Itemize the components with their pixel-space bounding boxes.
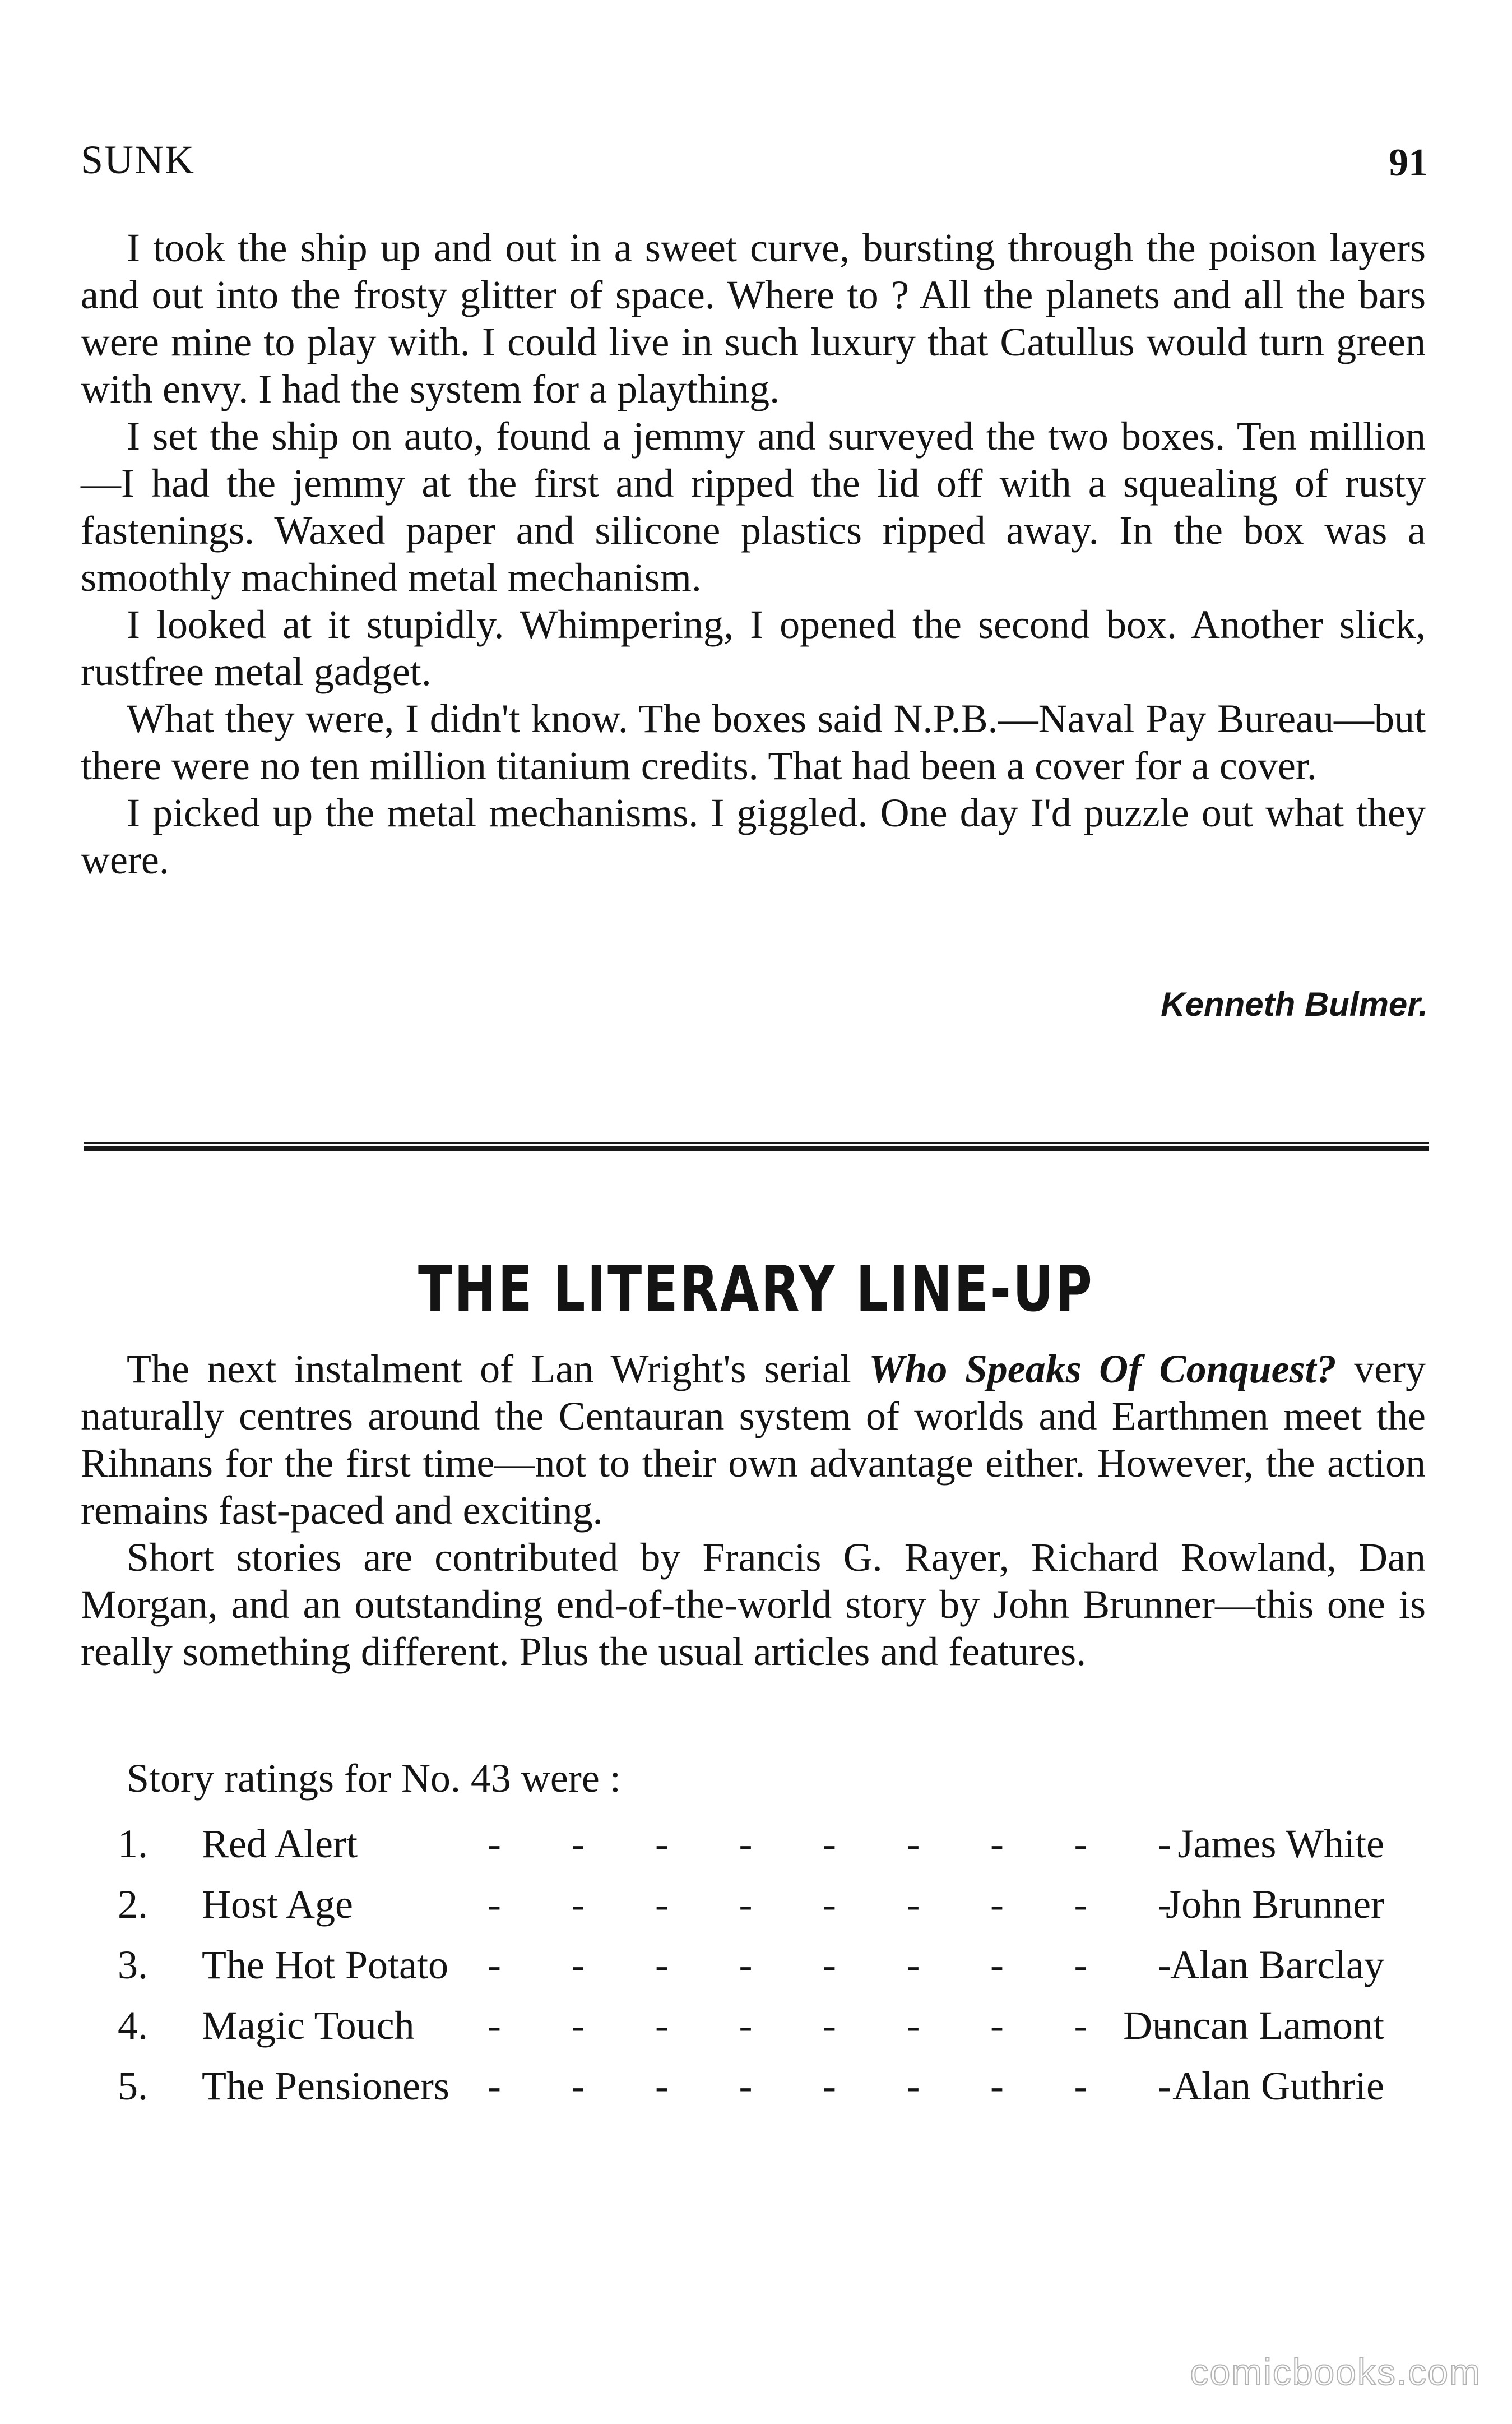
section-divider-thick: [84, 1146, 1429, 1151]
story-paragraph: I picked up the metal mechanisms. I giggled. One day I'd puzzle out what they were.: [81, 790, 1426, 882]
author-byline: Kenneth Bulmer.: [1161, 986, 1428, 1023]
lineup-paragraph: [81, 1345, 1426, 1534]
story-text: [81, 224, 1426, 883]
rating-story-title: Red Alert: [202, 1821, 358, 1866]
lineup-text-start: The next instalment of Lan Wright's serial: [127, 1347, 869, 1391]
story-paragraph: I set the ship on auto, found a jemmy and surveyed the two boxes. Ten million—I had the jemmy at the first and ripped the lid off with a squealing of rusty fastenings. Waxed paper and silicone plastics ripped away. In the box was a smoothly machined metal mechanism.: [81, 414, 1426, 600]
rating-story-title: Magic Touch: [202, 2003, 415, 2048]
rating-rank: 2.: [118, 1882, 148, 1927]
ratings-list: [118, 1814, 1384, 2116]
rating-row: [118, 1935, 1384, 1995]
running-head-title: SUNK: [81, 137, 196, 182]
rating-rank: 3.: [118, 1942, 148, 1987]
rating-rank: 5.: [118, 2064, 148, 2108]
lineup-text: [81, 1345, 1426, 1675]
dot-leader: - - - - - - - - -: [488, 1821, 1171, 1866]
rating-story-title: Host Age: [202, 1882, 353, 1927]
rating-row: [118, 1814, 1384, 1874]
rating-author: James White: [1177, 1821, 1384, 1866]
rating-row: [118, 1995, 1384, 2056]
ratings-intro: Story ratings for No. 43 were :: [127, 1756, 621, 1801]
rating-author: Alan Guthrie: [1172, 2064, 1384, 2108]
story-paragraph: What they were, I didn't know. The boxes said N.P.B.—Naval Pay Bureau—but there were no ten million titanium credits. That had been a cover for a cover.: [81, 696, 1426, 788]
rating-row: [118, 2056, 1384, 2116]
story-paragraph: I took the ship up and out in a sweet curve, bursting through the poison layers and out into the frosty glitter of space. Where to ? All the planets and all the bars were mine to play with. I could live in such luxury that Catullus would turn green with envy. I had the system for a plaything.: [81, 225, 1426, 411]
watermark: comicbooks.com: [1190, 2351, 1481, 2393]
rating-story-title: The Hot Potato: [202, 1942, 448, 1987]
section-divider-thin: [84, 1142, 1429, 1144]
dot-leader: - - - - - - - - -: [488, 1882, 1171, 1927]
running-head: [81, 135, 1428, 185]
serial-title: Who Speaks Of Conquest?: [869, 1347, 1337, 1391]
section-heading: THE LITERARY LINE-UP: [418, 1253, 1094, 1326]
rating-story-title: The Pensioners: [202, 2064, 449, 2108]
page-number: 91: [1389, 141, 1428, 184]
rating-author: Alan Barclay: [1170, 1942, 1384, 1987]
story-paragraph: I looked at it stupidly. Whimpering, I opened the second box. Another slick, rustfree metal gadget.: [81, 602, 1426, 694]
lineup-text-end: very naturally centres around the Centauran system of worlds and Earthmen meet the Rihnans for the first time—not to their own advantage either. However, the action remains fast-paced and exciting.: [81, 1347, 1426, 1533]
lineup-paragraph: Short stories are contributed by Francis G. Rayer, Richard Rowland, Dan Morgan, and an outstanding end-of-the-world story by John Brunner—this one is really something different. Plus the usual articles and features.: [81, 1535, 1426, 1674]
rating-rank: 4.: [118, 2003, 148, 2048]
dot-leader: - - - - - - - - -: [488, 1942, 1171, 1987]
dot-leader: - - - - - - - - -: [488, 2064, 1171, 2108]
rating-row: [118, 1874, 1384, 1935]
rating-rank: 1.: [118, 1821, 148, 1866]
dot-leader: - - - - - - - - -: [488, 2003, 1171, 2048]
rating-author: Duncan Lamont: [1123, 2003, 1384, 2048]
rating-author: John Brunner: [1166, 1882, 1384, 1927]
